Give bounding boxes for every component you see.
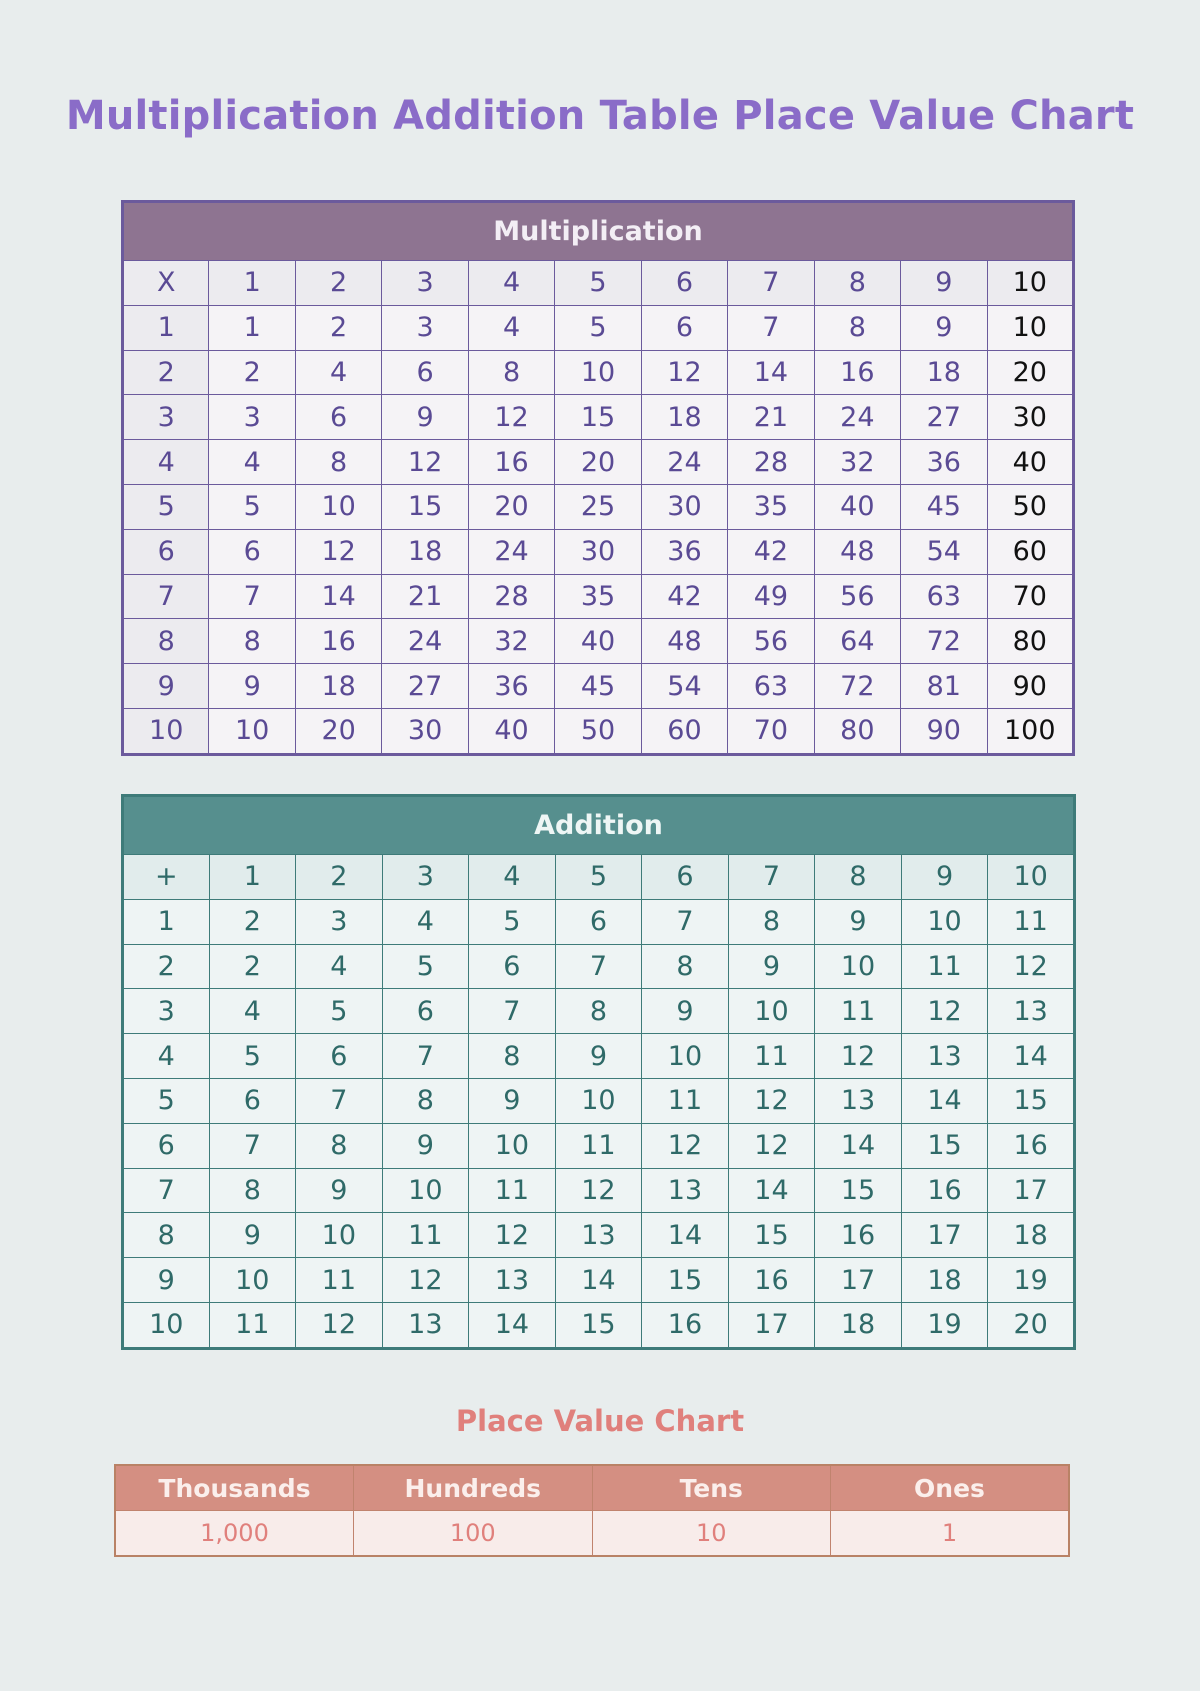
multiplication-column-header: 1 (209, 261, 295, 306)
multiplication-cell: 3 (209, 395, 295, 440)
addition-cell: 11 (555, 1123, 642, 1168)
addition-cell: 9 (728, 944, 815, 989)
table-row (123, 350, 1074, 395)
addition-column-header: 9 (901, 855, 988, 900)
multiplication-cell: 8 (209, 619, 295, 664)
addition-cell: 13 (988, 989, 1075, 1034)
addition-cell: 14 (728, 1168, 815, 1213)
multiplication-cell: 50 (555, 708, 641, 754)
multiplication-cell: 10 (555, 350, 641, 395)
multiplication-cell: 27 (382, 664, 468, 709)
multiplication-cell: 48 (814, 529, 900, 574)
addition-cell: 16 (728, 1258, 815, 1303)
multiplication-cell: 100 (987, 708, 1073, 754)
multiplication-cell: 30 (987, 395, 1073, 440)
table-row (123, 708, 1074, 754)
place-value-row (115, 1511, 1069, 1557)
multiplication-cell: 16 (814, 350, 900, 395)
page-title: Multiplication Addition Table Place Value Chart (65, 93, 1135, 139)
addition-cell: 12 (901, 989, 988, 1034)
multiplication-cell: 1 (209, 305, 295, 350)
addition-cell: 9 (642, 989, 729, 1034)
multiplication-cell: 36 (901, 440, 987, 485)
multiplication-cell: 6 (641, 305, 727, 350)
addition-cell: 15 (555, 1302, 642, 1348)
multiplication-cell: 2 (295, 305, 381, 350)
multiplication-column-header: 3 (382, 261, 468, 306)
addition-cell: 14 (901, 1078, 988, 1123)
addition-cell: 6 (382, 989, 469, 1034)
multiplication-cell: 36 (468, 664, 554, 709)
addition-cell: 11 (815, 989, 902, 1034)
multiplication-row-label: 3 (123, 395, 209, 440)
addition-cell: 6 (209, 1078, 296, 1123)
addition-cell: 7 (469, 989, 556, 1034)
multiplication-cell: 18 (382, 529, 468, 574)
multiplication-cell: 49 (728, 574, 814, 619)
multiplication-cell: 8 (468, 350, 554, 395)
multiplication-cell: 64 (814, 619, 900, 664)
multiplication-cell: 8 (295, 440, 381, 485)
place-value-cell: 100 (354, 1511, 593, 1557)
multiplication-row-label: 6 (123, 529, 209, 574)
addition-cell: 9 (555, 1034, 642, 1079)
addition-cell: 10 (642, 1034, 729, 1079)
multiplication-cell: 20 (987, 350, 1073, 395)
addition-column-header: 7 (728, 855, 815, 900)
multiplication-column-header: 8 (814, 261, 900, 306)
multiplication-cell: 32 (468, 619, 554, 664)
multiplication-column-header: 5 (555, 261, 641, 306)
multiplication-row-label: 2 (123, 350, 209, 395)
table-row (123, 1213, 1075, 1258)
multiplication-cell: 30 (641, 484, 727, 529)
multiplication-cell: 4 (468, 305, 554, 350)
multiplication-cell: 72 (814, 664, 900, 709)
addition-cell: 10 (469, 1123, 556, 1168)
multiplication-cell: 14 (728, 350, 814, 395)
table-row (123, 395, 1074, 440)
addition-cell: 10 (382, 1168, 469, 1213)
multiplication-cell: 4 (209, 440, 295, 485)
addition-column-header: 2 (296, 855, 383, 900)
addition-cell: 13 (901, 1034, 988, 1079)
multiplication-cell: 35 (555, 574, 641, 619)
addition-cell: 12 (815, 1034, 902, 1079)
addition-cell: 9 (469, 1078, 556, 1123)
multiplication-column-header: 2 (295, 261, 381, 306)
addition-column-header: 10 (988, 855, 1075, 900)
multiplication-cell: 15 (555, 395, 641, 440)
addition-heading: Addition (123, 796, 1075, 855)
addition-row-label: 4 (123, 1034, 210, 1079)
place-value-column-header: Tens (592, 1465, 831, 1511)
addition-column-header: 8 (815, 855, 902, 900)
multiplication-column-header-row (123, 261, 1074, 306)
addition-column-header: 3 (382, 855, 469, 900)
addition-cell: 12 (728, 1123, 815, 1168)
multiplication-cell: 42 (641, 574, 727, 619)
addition-cell: 9 (209, 1213, 296, 1258)
addition-cell: 17 (815, 1258, 902, 1303)
place-value-column-header: Ones (831, 1465, 1070, 1511)
addition-row-label: 6 (123, 1123, 210, 1168)
addition-cell: 7 (209, 1123, 296, 1168)
addition-cell: 4 (382, 899, 469, 944)
table-row (123, 529, 1074, 574)
addition-row-label: 10 (123, 1302, 210, 1348)
multiplication-cell: 36 (641, 529, 727, 574)
place-value-table (114, 1464, 1070, 1557)
addition-cell: 3 (296, 899, 383, 944)
multiplication-cell: 80 (814, 708, 900, 754)
multiplication-cell: 9 (209, 664, 295, 709)
multiplication-cell: 7 (209, 574, 295, 619)
addition-row-label: 5 (123, 1078, 210, 1123)
multiplication-cell: 20 (295, 708, 381, 754)
table-row (123, 619, 1074, 664)
multiplication-cell: 63 (728, 664, 814, 709)
addition-cell: 2 (209, 944, 296, 989)
addition-cell: 5 (209, 1034, 296, 1079)
multiplication-row-label: 7 (123, 574, 209, 619)
multiplication-cell: 8 (814, 305, 900, 350)
addition-cell: 10 (901, 899, 988, 944)
multiplication-cell: 12 (382, 440, 468, 485)
multiplication-cell: 40 (555, 619, 641, 664)
table-row (123, 1302, 1075, 1348)
place-value-header-row (115, 1465, 1069, 1511)
addition-row-label: 3 (123, 989, 210, 1034)
multiplication-cell: 72 (901, 619, 987, 664)
table-row (123, 944, 1075, 989)
multiplication-cell: 45 (901, 484, 987, 529)
addition-cell: 17 (988, 1168, 1075, 1213)
multiplication-column-header: 6 (641, 261, 727, 306)
table-row (123, 440, 1074, 485)
addition-cell: 14 (988, 1034, 1075, 1079)
place-value-cell: 1,000 (115, 1511, 354, 1557)
addition-cell: 11 (642, 1078, 729, 1123)
addition-cell: 16 (815, 1213, 902, 1258)
addition-cell: 6 (469, 944, 556, 989)
addition-cell: 14 (642, 1213, 729, 1258)
addition-cell: 15 (988, 1078, 1075, 1123)
multiplication-cell: 24 (382, 619, 468, 664)
addition-row-label: 8 (123, 1213, 210, 1258)
addition-row-label: 7 (123, 1168, 210, 1213)
multiplication-cell: 81 (901, 664, 987, 709)
addition-cell: 14 (815, 1123, 902, 1168)
multiplication-cell: 40 (814, 484, 900, 529)
addition-cell: 8 (469, 1034, 556, 1079)
addition-cell: 11 (209, 1302, 296, 1348)
addition-cell: 14 (555, 1258, 642, 1303)
multiplication-column-header: 7 (728, 261, 814, 306)
addition-cell: 18 (815, 1302, 902, 1348)
addition-cell: 10 (296, 1213, 383, 1258)
place-value-cell: 10 (592, 1511, 831, 1557)
multiplication-cell: 9 (901, 305, 987, 350)
addition-cell: 14 (469, 1302, 556, 1348)
multiplication-cell: 12 (641, 350, 727, 395)
addition-table (121, 794, 1076, 1350)
multiplication-cell: 70 (728, 708, 814, 754)
multiplication-table (121, 200, 1075, 756)
addition-cell: 2 (209, 899, 296, 944)
table-row (123, 1123, 1075, 1168)
multiplication-row-label: 4 (123, 440, 209, 485)
multiplication-cell: 6 (382, 350, 468, 395)
place-value-column-header: Hundreds (354, 1465, 593, 1511)
addition-cell: 8 (296, 1123, 383, 1168)
multiplication-heading: Multiplication (123, 202, 1074, 261)
addition-cell: 15 (901, 1123, 988, 1168)
addition-cell: 13 (642, 1168, 729, 1213)
multiplication-cell: 45 (555, 664, 641, 709)
multiplication-cell: 54 (641, 664, 727, 709)
multiplication-cell: 18 (295, 664, 381, 709)
multiplication-cell: 60 (641, 708, 727, 754)
addition-cell: 16 (988, 1123, 1075, 1168)
multiplication-cell: 2 (209, 350, 295, 395)
addition-column-header: 5 (555, 855, 642, 900)
multiplication-cell: 90 (901, 708, 987, 754)
multiplication-cell: 80 (987, 619, 1073, 664)
multiplication-cell: 10 (295, 484, 381, 529)
addition-cell: 17 (728, 1302, 815, 1348)
table-row (123, 484, 1074, 529)
multiplication-cell: 60 (987, 529, 1073, 574)
multiplication-cell: 54 (901, 529, 987, 574)
addition-cell: 9 (815, 899, 902, 944)
addition-cell: 12 (382, 1258, 469, 1303)
multiplication-cell: 12 (468, 395, 554, 440)
multiplication-cell: 5 (209, 484, 295, 529)
addition-cell: 7 (382, 1034, 469, 1079)
multiplication-cell: 15 (382, 484, 468, 529)
table-row (123, 305, 1074, 350)
table-row (123, 1168, 1075, 1213)
addition-cell: 11 (382, 1213, 469, 1258)
addition-cell: 6 (296, 1034, 383, 1079)
addition-cell: 13 (815, 1078, 902, 1123)
addition-cell: 10 (815, 944, 902, 989)
addition-cell: 5 (296, 989, 383, 1034)
multiplication-column-header: 4 (468, 261, 554, 306)
addition-row-label: 1 (123, 899, 210, 944)
addition-cell: 10 (209, 1258, 296, 1303)
multiplication-row-label: 9 (123, 664, 209, 709)
multiplication-cell: 6 (209, 529, 295, 574)
table-row (123, 1034, 1075, 1079)
multiplication-cell: 21 (728, 395, 814, 440)
multiplication-corner-cell: X (123, 261, 209, 306)
addition-cell: 13 (382, 1302, 469, 1348)
table-row (123, 574, 1074, 619)
addition-cell: 16 (642, 1302, 729, 1348)
addition-cell: 10 (555, 1078, 642, 1123)
addition-cell: 7 (555, 944, 642, 989)
addition-cell: 17 (901, 1213, 988, 1258)
addition-cell: 4 (296, 944, 383, 989)
addition-cell: 19 (901, 1302, 988, 1348)
addition-cell: 13 (469, 1258, 556, 1303)
multiplication-cell: 48 (641, 619, 727, 664)
multiplication-cell: 27 (901, 395, 987, 440)
multiplication-cell: 32 (814, 440, 900, 485)
multiplication-cell: 56 (814, 574, 900, 619)
multiplication-cell: 25 (555, 484, 641, 529)
addition-cell: 8 (642, 944, 729, 989)
addition-column-header-row (123, 855, 1075, 900)
addition-cell: 9 (296, 1168, 383, 1213)
table-row (123, 664, 1074, 709)
addition-cell: 8 (382, 1078, 469, 1123)
multiplication-cell: 16 (295, 619, 381, 664)
multiplication-cell: 35 (728, 484, 814, 529)
multiplication-row-label: 1 (123, 305, 209, 350)
addition-column-header: 4 (469, 855, 556, 900)
multiplication-row-label: 10 (123, 708, 209, 754)
addition-cell: 12 (728, 1078, 815, 1123)
multiplication-cell: 16 (468, 440, 554, 485)
addition-column-header: 1 (209, 855, 296, 900)
addition-cell: 12 (988, 944, 1075, 989)
multiplication-cell: 42 (728, 529, 814, 574)
multiplication-column-header: 10 (987, 261, 1073, 306)
addition-cell: 13 (555, 1213, 642, 1258)
multiplication-cell: 24 (814, 395, 900, 440)
multiplication-cell: 10 (209, 708, 295, 754)
multiplication-cell: 9 (382, 395, 468, 440)
multiplication-column-header: 9 (901, 261, 987, 306)
addition-cell: 10 (728, 989, 815, 1034)
table-row (123, 1078, 1075, 1123)
table-row (123, 989, 1075, 1034)
addition-cell: 11 (728, 1034, 815, 1079)
addition-cell: 15 (728, 1213, 815, 1258)
addition-cell: 8 (728, 899, 815, 944)
addition-cell: 7 (296, 1078, 383, 1123)
addition-cell: 20 (988, 1302, 1075, 1348)
multiplication-row-label: 5 (123, 484, 209, 529)
addition-cell: 11 (469, 1168, 556, 1213)
addition-cell: 15 (815, 1168, 902, 1213)
addition-cell: 8 (555, 989, 642, 1034)
multiplication-cell: 10 (987, 305, 1073, 350)
addition-cell: 5 (469, 899, 556, 944)
addition-cell: 11 (988, 899, 1075, 944)
multiplication-cell: 20 (468, 484, 554, 529)
addition-cell: 9 (382, 1123, 469, 1168)
multiplication-cell: 18 (641, 395, 727, 440)
table-row (123, 1258, 1075, 1303)
addition-cell: 16 (901, 1168, 988, 1213)
multiplication-cell: 6 (295, 395, 381, 440)
multiplication-cell: 30 (555, 529, 641, 574)
multiplication-cell: 40 (987, 440, 1073, 485)
multiplication-cell: 5 (555, 305, 641, 350)
multiplication-row-label: 8 (123, 619, 209, 664)
multiplication-cell: 63 (901, 574, 987, 619)
multiplication-cell: 24 (641, 440, 727, 485)
addition-cell: 4 (209, 989, 296, 1034)
addition-cell: 12 (642, 1123, 729, 1168)
addition-cell: 11 (901, 944, 988, 989)
addition-cell: 12 (296, 1302, 383, 1348)
addition-corner-cell: + (123, 855, 210, 900)
multiplication-cell: 18 (901, 350, 987, 395)
place-value-column-header: Thousands (115, 1465, 354, 1511)
multiplication-cell: 21 (382, 574, 468, 619)
addition-cell: 7 (642, 899, 729, 944)
multiplication-cell: 30 (382, 708, 468, 754)
multiplication-cell: 4 (295, 350, 381, 395)
addition-cell: 18 (988, 1213, 1075, 1258)
multiplication-cell: 7 (728, 305, 814, 350)
multiplication-cell: 50 (987, 484, 1073, 529)
multiplication-cell: 40 (468, 708, 554, 754)
addition-cell: 19 (988, 1258, 1075, 1303)
addition-cell: 12 (555, 1168, 642, 1213)
table-row (123, 899, 1075, 944)
addition-cell: 5 (382, 944, 469, 989)
place-value-title: Place Value Chart (455, 1404, 745, 1438)
addition-cell: 18 (901, 1258, 988, 1303)
addition-cell: 11 (296, 1258, 383, 1303)
multiplication-cell: 90 (987, 664, 1073, 709)
multiplication-cell: 70 (987, 574, 1073, 619)
multiplication-cell: 14 (295, 574, 381, 619)
addition-cell: 12 (469, 1213, 556, 1258)
addition-row-label: 9 (123, 1258, 210, 1303)
addition-cell: 15 (642, 1258, 729, 1303)
multiplication-cell: 56 (728, 619, 814, 664)
multiplication-cell: 12 (295, 529, 381, 574)
multiplication-cell: 20 (555, 440, 641, 485)
multiplication-cell: 3 (382, 305, 468, 350)
multiplication-cell: 24 (468, 529, 554, 574)
place-value-cell: 1 (831, 1511, 1070, 1557)
addition-row-label: 2 (123, 944, 210, 989)
multiplication-cell: 28 (728, 440, 814, 485)
addition-column-header: 6 (642, 855, 729, 900)
addition-cell: 6 (555, 899, 642, 944)
addition-cell: 8 (209, 1168, 296, 1213)
multiplication-cell: 28 (468, 574, 554, 619)
